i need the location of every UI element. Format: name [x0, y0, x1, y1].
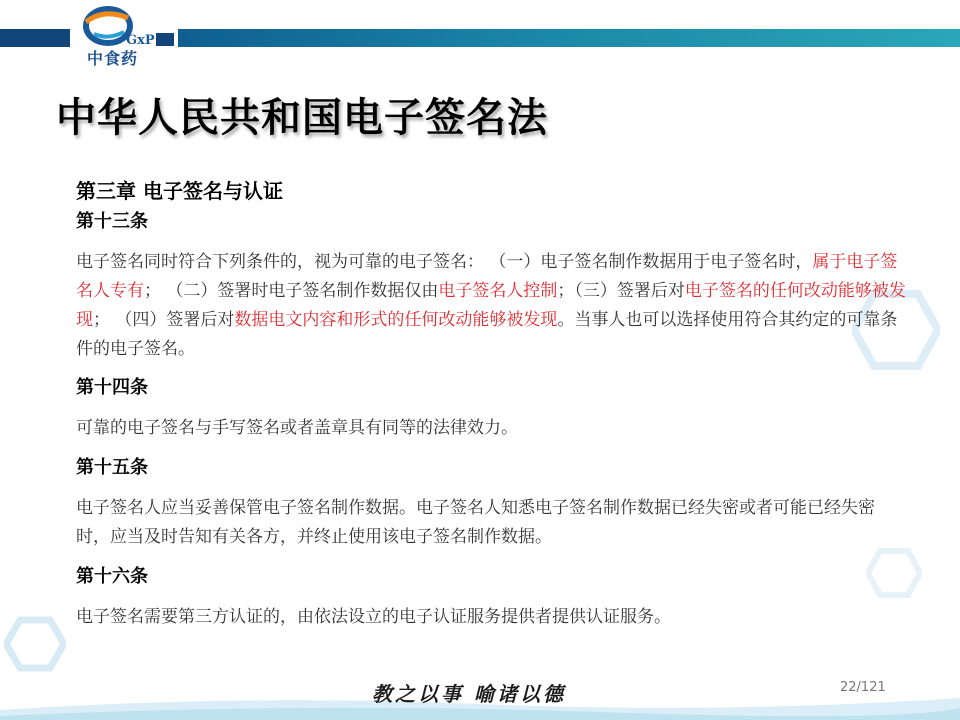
logo-name: 中食药	[87, 49, 139, 68]
hexagon-decoration-icon	[4, 616, 66, 672]
calligraphy-motto: 教之以事 喻诸以德	[372, 682, 566, 706]
page-title: 中华人民共和国电子签名法	[56, 95, 548, 141]
text-segment: ； （四）签署后对	[93, 310, 235, 330]
chapter-heading: 第三章 电子签名与认证	[76, 179, 283, 203]
logo-emblem-icon	[74, 4, 164, 52]
highlight-text: 电子签名人控制	[438, 281, 558, 301]
article-heading: 第十六条	[76, 566, 148, 587]
article-text: 电子签名人应当妥善保管电子签名制作数据。电子签名人知悉电子签名制作数据已经失密或者可能已经失密时，应当及时告知有关各方，并终止使用该电子签名制作数据。	[76, 498, 875, 547]
page-number: 22/121	[840, 680, 886, 695]
article-text: 电子签名需要第三方认证的，由依法设立的电子认证服务提供者提供认证服务。	[76, 607, 671, 627]
text-segment: ； （二）签署时电子签名制作数据仅由	[144, 281, 439, 301]
highlight-text: 属于电子签名人专有	[76, 252, 898, 301]
highlight-text: 数据电文内容和形式的任何改动能够被发现	[234, 310, 558, 330]
article-heading: 第十四条	[76, 377, 148, 398]
text-segment: 电子签名同时符合下列条件的，视为可靠的电子签名： （一）电子签名制作数据用于电子签名时，	[76, 252, 813, 272]
article-text: 可靠的电子签名与手写签名或者盖章具有同等的法律效力。	[76, 418, 518, 438]
text-segment: ；（三）签署后对	[557, 281, 685, 301]
highlight-text: 电子签名的任何改动能够被发现	[76, 281, 906, 330]
header-band-left	[0, 29, 70, 47]
article-heading: 第十五条	[76, 457, 148, 478]
main-content	[76, 176, 906, 632]
text-segment: 。当事人也可以选择使用符合其约定的可靠条件的电子签名。	[76, 310, 898, 359]
article-text	[76, 248, 906, 364]
article-heading: 第十三条	[76, 211, 148, 232]
header-band-right	[178, 29, 960, 47]
logo-badge-text: GxP	[126, 33, 155, 48]
